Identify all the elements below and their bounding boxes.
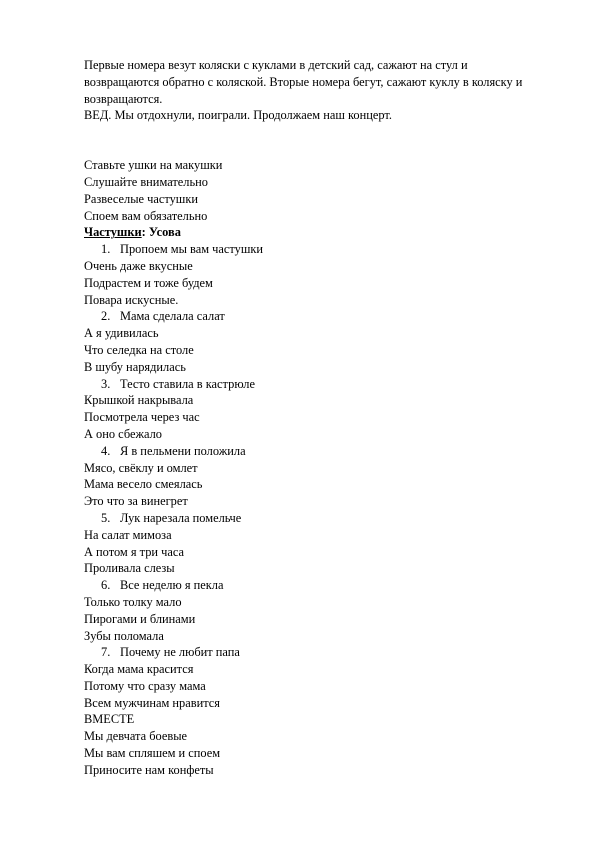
verse-line: Всем мужчинам нравится: [84, 695, 220, 710]
verse-first-line: [84, 376, 534, 393]
verse-line: Пирогами и блинами: [84, 611, 196, 626]
intro-paragraph-host-line: ВЕД. Мы отдохнули, поиграли. Продолжаем наш концерт.: [84, 108, 392, 123]
verse-line: Повара искусные.: [84, 292, 179, 307]
verse-line: Посмотрела через час: [84, 410, 200, 425]
verse-first-line: [84, 443, 534, 460]
intro-block: [84, 57, 534, 124]
verse: [84, 644, 534, 711]
verse-number: 4.: [101, 443, 111, 458]
section-heading-performer: Усова: [145, 225, 181, 240]
verse-first-line: [84, 308, 534, 325]
verse: [84, 308, 534, 375]
verse-first-line-text: Я в пельмени положила: [120, 443, 246, 458]
verse-line: Крышкой накрывала: [84, 393, 194, 408]
verse-line: А оно сбежало: [84, 426, 163, 441]
verse-first-line-text: Все неделю я пекла: [120, 578, 224, 593]
verse-line: Зубы поломала: [84, 628, 164, 643]
verse: [84, 376, 534, 443]
verse-number: 7.: [101, 645, 111, 660]
opening-verse-line: Ставьте ушки на макушки: [84, 158, 223, 173]
verse-line: Подрастем и тоже будем: [84, 275, 213, 290]
verse-line: Когда мама красится: [84, 662, 194, 677]
together-block: [84, 711, 534, 778]
verse: [84, 241, 534, 308]
together-heading: ВМЕСТЕ: [84, 712, 135, 727]
verse-line: Потому что сразу мама: [84, 678, 206, 693]
verse-line: На салат мимоза: [84, 527, 172, 542]
opening-verse-line: Слушайте внимательно: [84, 174, 208, 189]
verse-line: Мама весело смеялась: [84, 477, 203, 492]
opening-verse: [84, 157, 534, 224]
document-body: [84, 57, 534, 779]
blank-space: [84, 124, 534, 157]
verse-first-line-text: Тесто ставила в кастрюле: [120, 376, 255, 391]
verse-number: 5.: [101, 510, 111, 525]
verse-line: Мясо, свёклу и омлет: [84, 460, 198, 475]
verse-first-line-text: Почему не любит папа: [120, 645, 240, 660]
verse-first-line: [84, 577, 534, 594]
verse-number: 1.: [101, 242, 111, 257]
verse-line: Что селедка на столе: [84, 342, 194, 357]
verse-number: 3.: [101, 376, 111, 391]
opening-verse-line: Развеселые частушки: [84, 191, 198, 206]
verse-line: А я удивилась: [84, 326, 159, 341]
verse-line: Только толку мало: [84, 594, 182, 609]
verse-line: В шубу нарядилась: [84, 359, 186, 374]
verse-number: 6.: [101, 578, 111, 593]
verse-first-line: [84, 241, 534, 258]
verse-line: Очень даже вкусные: [84, 258, 193, 273]
together-line: Мы вам спляшем и споем: [84, 746, 221, 761]
together-line: Приносите нам конфеты: [84, 762, 214, 777]
verse: [84, 510, 534, 577]
verse-list: [84, 241, 534, 711]
section-heading-label: Частушки: [84, 225, 142, 240]
verse-first-line: [84, 510, 534, 527]
verse-number: 2.: [101, 309, 111, 324]
opening-verse-line: Споем вам обязательно: [84, 208, 208, 223]
together-line: Мы девчата боевые: [84, 729, 188, 744]
verse-line: А потом я три часа: [84, 544, 185, 559]
verse-first-line-text: Мама сделала салат: [120, 309, 225, 324]
verse-first-line: [84, 644, 534, 661]
verse-first-line-text: Пропоем мы вам частушки: [120, 242, 264, 257]
verse-first-line-text: Лук нарезала помельче: [120, 510, 242, 525]
verse-line: Проливала слезы: [84, 561, 175, 576]
section-heading: [84, 224, 534, 241]
section-heading-colon: :: [141, 225, 146, 240]
verse-line: Это что за винегрет: [84, 494, 188, 509]
verse: [84, 443, 534, 510]
intro-paragraph-stage-directions: Первые номера везут коляски с куклами в детский сад, сажают на стул и возвращаются обратно с коляской. Вторые номера бегут, сажают куклу в коляску и возвращаются.: [84, 58, 523, 106]
verse: [84, 577, 534, 644]
